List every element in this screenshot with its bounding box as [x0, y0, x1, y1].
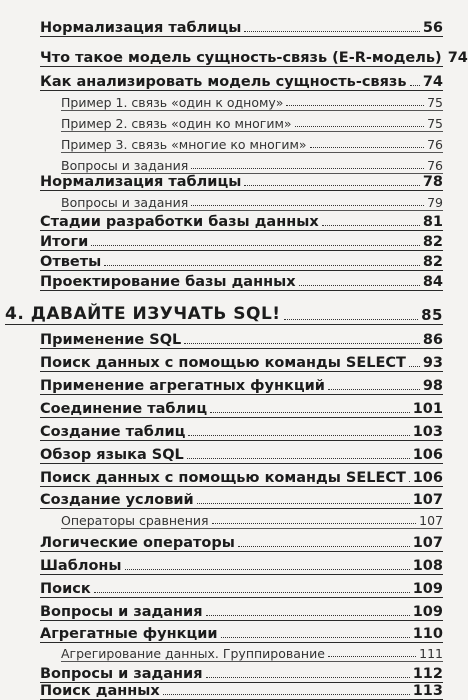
toc-entry-page: 109 [412, 581, 443, 597]
toc-entry-title: Ответы [40, 254, 102, 270]
toc-entry-page: 75 [427, 116, 443, 131]
toc-entry-title: Вопросы и задания [61, 195, 189, 210]
toc-entry [40, 620, 443, 643]
dot-leader [284, 319, 419, 320]
toc-entry-page: 74 [447, 50, 468, 66]
toc-entry [40, 394, 443, 418]
dot-leader [125, 569, 410, 570]
toc-entry [40, 266, 443, 291]
toc-entry-page: 109 [412, 604, 443, 620]
toc-entry-page: 79 [427, 195, 443, 210]
dot-leader [244, 31, 419, 32]
toc-entry [40, 574, 443, 598]
toc-entry [40, 680, 443, 700]
toc-entry-page: 101 [412, 401, 443, 417]
toc-entry-title: Поиск данных с помощью команды SELECT [40, 470, 406, 486]
toc-subentry [61, 641, 443, 662]
toc-entry-page: 81 [422, 214, 443, 230]
toc-subentry [61, 508, 443, 529]
dot-leader [91, 245, 420, 246]
toc-entry-title: Агрегирование данных. Группирование [61, 646, 325, 661]
toc-entry-page: 107 [419, 513, 443, 528]
toc-entry-page: 86 [422, 332, 443, 348]
toc-entry-title: Обзор языка SQL [40, 447, 184, 463]
toc-entry-page: 111 [419, 646, 443, 661]
toc-entry-title: Применение SQL [40, 332, 182, 348]
toc-entry [40, 4, 443, 37]
dot-leader [206, 677, 410, 678]
toc-entry-title: Применение агрегатных функций [40, 378, 325, 394]
toc-entry-title: Вопросы и задания [40, 666, 203, 682]
toc-entry-page: 112 [412, 666, 443, 682]
toc-entry-page: 82 [422, 234, 443, 250]
dot-leader [221, 637, 410, 638]
toc-entry [40, 206, 443, 231]
toc-entry-title: Шаблоны [40, 558, 122, 574]
dot-leader [94, 592, 410, 593]
toc-entry-title: Что такое модель сущность-связь (E-R-модель) [40, 50, 442, 66]
dot-leader [210, 412, 410, 413]
toc-entry [40, 486, 443, 509]
dot-leader [286, 105, 424, 106]
toc-entry-title: Агрегатные функции [40, 626, 218, 642]
toc-entry-page: 108 [412, 558, 443, 574]
toc-entry-title: Пример 3. связь «многие ко многим» [61, 137, 307, 152]
toc-entry-title: Поиск [40, 581, 91, 597]
toc-entry-page: 75 [427, 95, 443, 110]
chapter-heading [5, 300, 443, 325]
toc-entry [40, 440, 443, 464]
toc-entry-page: 84 [422, 274, 443, 290]
toc-entry-page: 113 [412, 683, 443, 699]
toc-entry-title: Поиск данных [40, 683, 160, 699]
toc-subentry [61, 90, 443, 111]
dot-leader [299, 285, 420, 286]
toc-entry [40, 325, 443, 349]
dot-leader [295, 126, 425, 127]
toc-entry [40, 38, 468, 67]
dot-leader [409, 481, 410, 482]
chapter-page: 85 [421, 306, 443, 324]
toc-entry [40, 68, 443, 91]
dot-leader [328, 656, 416, 657]
toc-entry [40, 230, 443, 251]
dot-leader [409, 366, 420, 367]
toc-entry-page: 106 [412, 447, 443, 463]
toc-entry [40, 463, 443, 487]
toc-entry-title: Логические операторы [40, 535, 235, 551]
toc-entry-title: Пример 2. связь «один ко многим» [61, 116, 292, 131]
toc-subentry [61, 111, 443, 132]
toc-entry-page: 74 [422, 74, 443, 90]
toc-entry-page: 98 [422, 378, 443, 394]
toc-entry-title: Поиск данных с помощью команды SELECT [40, 355, 406, 371]
toc-subentry [61, 132, 443, 153]
toc-entry [40, 371, 443, 395]
toc-entry [40, 551, 443, 575]
dot-leader [206, 615, 410, 616]
toc-entry-title: Итоги [40, 234, 89, 250]
toc-entry [40, 348, 443, 372]
dot-leader [197, 503, 410, 504]
toc-entry [40, 168, 443, 191]
dot-leader [238, 546, 410, 547]
toc-entry-page: 76 [427, 137, 443, 152]
toc-entry-page: 107 [412, 535, 443, 551]
toc-entry-page: 110 [412, 626, 443, 642]
toc-entry-page: 56 [422, 20, 443, 36]
toc-entry [40, 528, 443, 552]
toc-entry-title: Создание условий [40, 492, 194, 508]
dot-leader [188, 435, 409, 436]
dot-leader [163, 694, 410, 695]
toc-entry-page: 82 [422, 254, 443, 270]
toc-entry-page: 106 [412, 470, 443, 486]
dot-leader [322, 225, 420, 226]
toc-entry-title: Нормализация таблицы [40, 20, 242, 36]
toc-entry-title: Соединение таблиц [40, 401, 208, 417]
dot-leader [310, 147, 425, 148]
dot-leader [244, 185, 419, 186]
toc-entry-page: 78 [422, 174, 443, 190]
toc-entry-title: Как анализировать модель сущность-связь [40, 74, 407, 90]
toc-entry [40, 597, 443, 621]
toc-entry-page: 103 [412, 424, 443, 440]
toc-entry [40, 417, 443, 441]
toc-entry-page: 107 [412, 492, 443, 508]
toc-entry-page: 76 [427, 158, 443, 173]
toc-entry-title: Пример 1. связь «один к одному» [61, 95, 284, 110]
dot-leader [212, 523, 417, 524]
toc-entry-title: Вопросы и задания [61, 158, 189, 173]
toc-entry-page: 93 [422, 355, 443, 371]
toc-entry-title: Нормализация таблицы [40, 174, 242, 190]
dot-leader [187, 458, 410, 459]
toc-entry-title: Операторы сравнения [61, 513, 209, 528]
dot-leader [184, 343, 420, 344]
chapter-title: 4. ДАВАЙТЕ ИЗУЧАТЬ SQL! [5, 304, 281, 324]
dot-leader [328, 389, 420, 390]
toc-entry-title: Создание таблиц [40, 424, 186, 440]
toc-entry-title: Стадии разработки базы данных [40, 214, 319, 230]
dot-leader [410, 85, 420, 86]
toc-entry-title: Вопросы и задания [40, 604, 203, 620]
toc-entry-title: Проектирование базы данных [40, 274, 296, 290]
